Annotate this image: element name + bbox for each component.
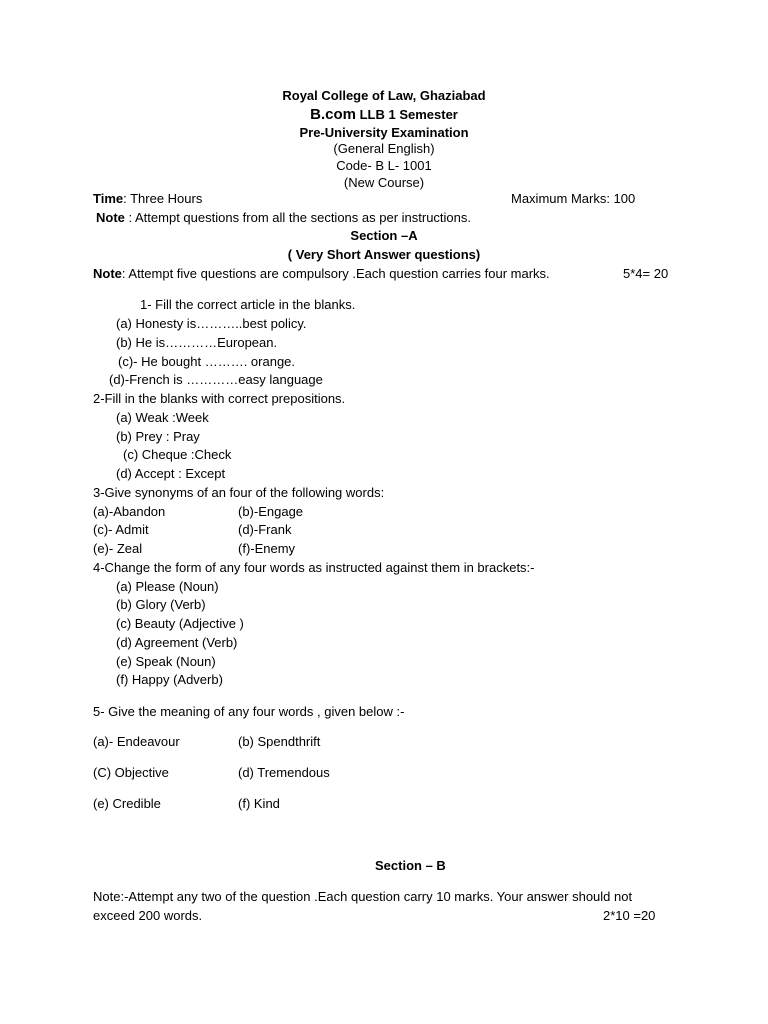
subject: (General English)	[333, 141, 435, 156]
note-label: Note	[96, 210, 125, 225]
course-type: (New Course)	[343, 175, 425, 190]
q5-word: (e) Credible	[93, 796, 161, 811]
q4-item: (b) Glory (Verb)	[116, 597, 206, 612]
course-title	[0, 107, 768, 123]
q4-item: (e) Speak (Noun)	[116, 654, 216, 669]
q3-word: (f)-Enemy	[238, 541, 296, 556]
max-marks: Maximum Marks: 100	[511, 191, 636, 206]
section-b-title: Section – B	[375, 858, 446, 873]
exam-title: Pre-University Examination	[299, 125, 469, 140]
q3-word: (c)- Admit	[93, 522, 149, 537]
q2-item: (a) Weak :Week	[116, 410, 209, 425]
q5-word: (C) Objective	[93, 765, 169, 780]
section-b-note-line1: Note:-Attempt any two of the question .Each question carry 10 marks. Your answer should not	[93, 889, 633, 904]
time-label: Time	[93, 191, 124, 206]
q2-item: (b) Prey : Pray	[116, 429, 200, 444]
general-note	[96, 210, 471, 226]
paper-code: Code- B L- 1001	[336, 158, 432, 173]
q1-item: (c)- He bought ………. orange.	[118, 354, 296, 369]
q4-item: (a) Please (Noun)	[116, 579, 219, 594]
q2-item: (c) Cheque :Check	[123, 447, 232, 462]
note-text: : Attempt questions from all the sections as per instructions.	[124, 210, 471, 225]
q3-word: (e)- Zeal	[93, 541, 143, 556]
q4-title: 4-Change the form of any four words as instructed against them in brackets:-	[93, 560, 535, 575]
section-a-note-text: : Attempt five questions are compulsory .Each question carries four marks.	[121, 266, 550, 281]
course-rest: LLB 1 Semester	[355, 107, 458, 122]
q5-title: 5- Give the meaning of any four words , given below :-	[93, 704, 405, 719]
q3-title: 3-Give synonyms of an four of the following words:	[93, 485, 385, 500]
section-a-title: Section –A	[350, 228, 418, 243]
q2-item: (d) Accept : Except	[116, 466, 226, 481]
section-b-marks: 2*10 =20	[603, 908, 656, 923]
q5-word: (d) Tremendous	[238, 765, 330, 780]
time-line	[93, 191, 202, 207]
section-a-note-label: Note	[93, 266, 122, 281]
section-a-marks: 5*4= 20	[623, 266, 669, 281]
section-b-note-line2: exceed 200 words.	[93, 908, 203, 923]
q1-item: (d)-French is …………easy language	[109, 372, 323, 387]
college-name: Royal College of Law, Ghaziabad	[282, 88, 486, 103]
section-a-note	[93, 266, 550, 282]
time-value: : Three Hours	[123, 191, 203, 206]
q3-word: (b)-Engage	[238, 504, 304, 519]
q4-item: (c) Beauty (Adjective )	[116, 616, 244, 631]
q1-item: (b) He is…………European.	[116, 335, 278, 350]
q5-word: (b) Spendthrift	[238, 734, 321, 749]
q4-item: (f) Happy (Adverb)	[116, 672, 223, 687]
q4-item: (d) Agreement (Verb)	[116, 635, 238, 650]
q3-word: (a)-Abandon	[93, 504, 166, 519]
q2-title: 2-Fill in the blanks with correct prepositions.	[93, 391, 346, 406]
q5-word: (a)- Endeavour	[93, 734, 180, 749]
q3-word: (d)-Frank	[238, 522, 292, 537]
course-bcom: B.com	[310, 106, 356, 123]
q1-item: (a) Honesty is………..best policy.	[116, 316, 307, 331]
q5-word: (f) Kind	[238, 796, 280, 811]
section-a-subtitle: ( Very Short Answer questions)	[287, 247, 481, 262]
q1-title: 1- Fill the correct article in the blanks.	[140, 297, 356, 312]
